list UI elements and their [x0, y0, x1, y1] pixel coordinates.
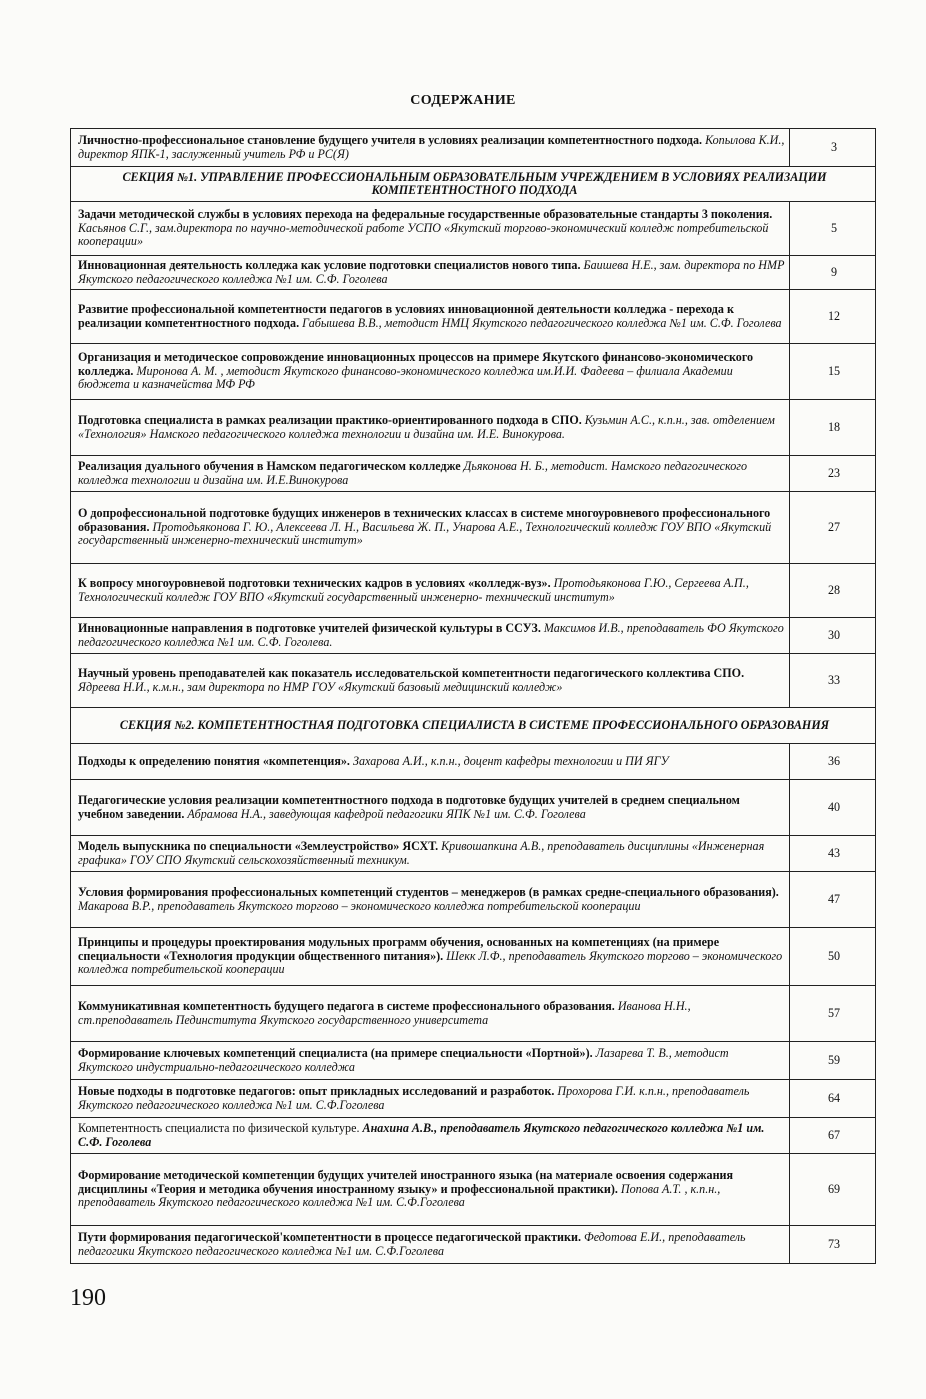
entry-title: Подготовка специалиста в рамках реализации практико-ориентированного подхода в СПО. — [78, 413, 582, 428]
toc-entry — [71, 836, 876, 872]
entry-author: Лазарева Т. В., методист Якутского индустриально-педагогического колледжа — [78, 1046, 729, 1074]
entry-text — [71, 129, 790, 167]
toc-entry — [71, 256, 876, 290]
entry-text — [71, 986, 790, 1042]
entry-title: Личностно-профессиональное становление будущего учителя в условиях реализации компетентностного подхода. — [78, 133, 703, 148]
entry-text — [71, 928, 790, 986]
entry-author: Попова А.Т. , к.п.н., преподаватель Якутского педагогического колледжа №1 им. С.Ф.Гоголева — [78, 1181, 721, 1210]
entry-title: Компетентность специалиста по физической культуре. — [78, 1121, 360, 1136]
entry-page: 64 — [790, 1080, 876, 1118]
toc-entry — [71, 780, 876, 836]
entry-title: Условия формирования профессиональных компетенций студентов – менеджеров (в рамках средне-специального образования). — [78, 885, 779, 900]
entry-text — [71, 744, 790, 780]
entry-text — [71, 290, 790, 344]
entry-title: Инновационные направления в подготовке учителей физической культуры в ССУЗ. — [78, 621, 541, 636]
toc-entry — [71, 1118, 876, 1154]
entry-text — [71, 872, 790, 928]
entry-author: Захарова А.И., к.п.н., доцент кафедры технологии и ПИ ЯГУ — [352, 753, 669, 768]
entry-title: Организация и методическое сопровождение инновационных процессов на примере Якутского финансово-экономического колледжа. — [78, 350, 754, 378]
entry-author: Копылова К.И., директор ЯПК-1, заслуженный учитель РФ и РС(Я) — [78, 133, 785, 161]
entry-text — [71, 1118, 790, 1154]
entry-author: Кривошапкина А.В., преподаватель дисциплины «Инженерная графика» ГОУ СПО Якутский сельскохозяйственный техникум. — [78, 839, 765, 867]
toc-entry — [71, 1080, 876, 1118]
entry-page: 73 — [790, 1226, 876, 1264]
entry-page: 5 — [790, 202, 876, 256]
entry-text — [71, 256, 790, 290]
entry-title: Реализация дуального обучения в Намском педагогическом колледже — [78, 459, 461, 474]
entry-page: 43 — [790, 836, 876, 872]
entry-page: 40 — [790, 780, 876, 836]
entry-author: Шекк Л.Ф., преподаватель Якутского торгово – экономического колледжа потребительской кооперации — [78, 948, 783, 977]
toc-entry — [71, 986, 876, 1042]
entry-text — [71, 1042, 790, 1080]
entry-author: Баишева Н.Е., зам. директора по НМР Якутского педагогического колледжа №1 им. С.Ф. Гоголева — [78, 258, 785, 286]
entry-title: Подходы к определению понятия «компетенция». — [78, 753, 350, 768]
entry-text — [71, 618, 790, 654]
entry-page: 33 — [790, 654, 876, 708]
entry-text — [71, 400, 790, 456]
section-heading-row — [71, 708, 876, 744]
toc-entry — [71, 654, 876, 708]
toc-entry — [71, 872, 876, 928]
entry-title: Модель выпускника по специальности «Землеустройство» ЯСХТ. — [78, 839, 439, 854]
toc-entry — [71, 1042, 876, 1080]
entry-text — [71, 456, 790, 492]
entry-author: Касьянов С.Г., зам.директора по научно-методической работе УСПО «Якутский торгово-экономический колледж потребительской кооперации» — [78, 220, 769, 249]
entry-page: 36 — [790, 744, 876, 780]
entry-text — [71, 836, 790, 872]
toc-entry — [71, 928, 876, 986]
toc-table — [70, 128, 876, 1264]
entry-title: Педагогические условия реализации компетентностного подхода в подготовке будущих учителей в среднем специальном учебном заведении. — [78, 793, 740, 821]
toc-entry — [71, 1226, 876, 1264]
section-heading: СЕКЦИЯ №1. УПРАВЛЕНИЕ ПРОФЕССИОНАЛЬНЫМ ОБРАЗОВАТЕЛЬНЫМ УЧРЕЖДЕНИЕМ В УСЛОВИЯХ РЕАЛИЗАЦИИ КОМПЕТЕНТНОСТНОГО ПОДХОДА — [71, 167, 876, 202]
page-number: 190 — [70, 1285, 106, 1311]
toc-entry — [71, 129, 876, 167]
entry-page: 27 — [790, 492, 876, 564]
entry-text — [71, 654, 790, 708]
entry-title: Формирование методической компетенции будущих учителей иностранного языка (на материале освоения содержания дисциплины «Теория и методика обучения иностранному языку» и профессиональной практики). — [78, 1168, 734, 1196]
entry-page: 3 — [790, 129, 876, 167]
entry-text — [71, 492, 790, 564]
toc-entry — [71, 202, 876, 256]
entry-page: 28 — [790, 564, 876, 618]
entry-author: Протодьяконова Г.Ю., Сергеева А.П., Технологический колледж ГОУ ВПО «Якутский государственный инженерно- технический институт» — [78, 576, 749, 604]
entry-author: Кузьмин А.С., к.п.н., зав. отделением «Технология» Намского педагогического колледжа технологии и дизайна им. И.Е. Винокурова. — [78, 413, 775, 441]
entry-page: 59 — [790, 1042, 876, 1080]
entry-title: Пути формирования педагогической'компетентности в процессе педагогической практики. — [78, 1230, 581, 1245]
toc-entry — [71, 492, 876, 564]
entry-title: К вопросу многоуровневой подготовки технических кадров в условиях «колледж-вуз». — [78, 576, 551, 591]
entry-author: Миронова А. М. , методист Якутского финансово-экономического колледжа им.И.И. Фадеева – филиала Академии бюджета и казначейства МФ РФ — [78, 363, 733, 392]
entry-page: 9 — [790, 256, 876, 290]
entry-page: 67 — [790, 1118, 876, 1154]
entry-author: Федотова Е.И., преподаватель педагогики Якутского педагогического колледжа №1 им. С.Ф.Гоголева — [78, 1230, 746, 1258]
entry-page: 57 — [790, 986, 876, 1042]
entry-author: Абрамова Н.А., заведующая кафедрой педагогики ЯПК №1 им. С.Ф. Гоголева — [187, 806, 586, 821]
entry-text — [71, 780, 790, 836]
toc-entry — [71, 344, 876, 400]
entry-title: О допрофессиональной подготовке будущих инженеров в технических классах в системе многоуровневого профессионального образования. — [78, 506, 771, 534]
entry-title: Инновационная деятельность колледжа как условие подготовки специалистов нового типа. — [78, 258, 581, 273]
entry-author: Иванова Н.Н., ст.преподаватель Пединститута Якутского государственного университета — [78, 999, 691, 1027]
entry-author: Протодьяконова Г. Ю., Алексеева Л. Н., Васильева Ж. П., Унарова А.Е., Технологический колледж ГОУ ВПО «Якутский государственный инженерно-технический институт» — [78, 519, 772, 548]
toc-entry — [71, 290, 876, 344]
entry-title: Задачи методической службы в условиях перехода на федеральные государственные образовательные стандарты 3 поколения. — [78, 207, 773, 222]
entry-title: Научный уровень преподавателей как показатель исследовательской компетентности педагогического коллектива СПО. — [78, 666, 745, 681]
entry-author: Анахина А.В., преподаватель Якутского педагогического колледжа №1 им. С.Ф. Гоголева — [78, 1121, 765, 1149]
entry-page: 15 — [790, 344, 876, 400]
entry-page: 30 — [790, 618, 876, 654]
entry-text — [71, 1080, 790, 1118]
entry-author: Максимов И.В., преподаватель ФО Якутского педагогического колледжа №1 им. С.Ф. Гоголева. — [78, 621, 784, 649]
toc-entry — [71, 1154, 876, 1226]
entry-title: Коммуникативная компетентность будущего педагога в системе профессионального образования. — [78, 999, 615, 1014]
toc-entry — [71, 618, 876, 654]
entry-author: Ядреева Н.И., к.м.н., зам директора по НМР ГОУ «Якутский базовый медицинский колледж» — [78, 679, 563, 694]
entry-title: Развитие профессиональной компетентности педагогов в условиях инновационной деятельности колледжа - перехода к реализации компетентностного подхода. — [78, 302, 734, 330]
entry-author: Дьяконова Н. Б., методист. Намского педагогического колледжа технологии и дизайна им. И.Е.Винокурова — [78, 459, 748, 487]
entry-text — [71, 202, 790, 256]
page-title: СОДЕРЖАНИЕ — [410, 93, 516, 108]
entry-author: Макарова В.Р., преподаватель Якутского торгово – экономического колледжа потребительской кооперации — [78, 898, 641, 913]
toc-entry — [71, 744, 876, 780]
toc-entry — [71, 456, 876, 492]
entry-page: 18 — [790, 400, 876, 456]
entry-author: Прохорова Г.И. к.п.н., преподаватель Якутского педагогического колледжа №1 им. С.Ф.Гоголева — [78, 1084, 750, 1112]
entry-author: Габышева В.В., методист НМЦ Якутского педагогического колледжа №1 им. С.Ф. Гоголева — [302, 315, 782, 330]
entry-page: 23 — [790, 456, 876, 492]
entry-title: Формирование ключевых компетенций специалиста (на примере специальности «Портной»). — [78, 1046, 593, 1061]
entry-page: 69 — [790, 1154, 876, 1226]
entry-page: 47 — [790, 872, 876, 928]
entry-title: Принципы и процедуры проектирования модульных программ обучения, основанных на компетенциях (на примере специальности «Технология продукции общественного питания»). — [78, 935, 720, 963]
toc-entry — [71, 564, 876, 618]
entry-text — [71, 344, 790, 400]
entry-text — [71, 564, 790, 618]
entry-text — [71, 1226, 790, 1264]
entry-page: 12 — [790, 290, 876, 344]
section-heading-row — [71, 167, 876, 202]
toc-entry — [71, 400, 876, 456]
section-heading: СЕКЦИЯ №2. КОМПЕТЕНТНОСТНАЯ ПОДГОТОВКА СПЕЦИАЛИСТА В СИСТЕМЕ ПРОФЕССИОНАЛЬНОГО ОБРАЗОВАНИЯ — [71, 708, 876, 744]
entry-text — [71, 1154, 790, 1226]
entry-title: Новые подходы в подготовке педагогов: опыт прикладных исследований и разработок. — [78, 1084, 555, 1099]
entry-page: 50 — [790, 928, 876, 986]
